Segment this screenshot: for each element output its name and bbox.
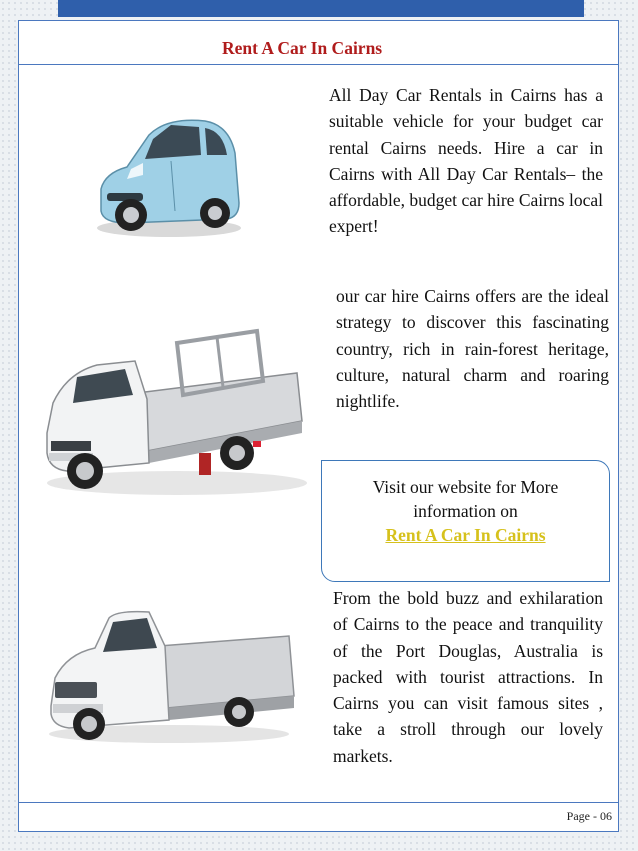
footer-divider — [19, 802, 618, 803]
callout-line-2: information on — [413, 501, 518, 521]
website-callout-box — [321, 460, 610, 582]
pickup-truck-image — [39, 596, 304, 746]
attractions-paragraph: From the bold buzz and exhilaration of Cairns to the peace and tranquility of the Port Douglas, Australia is packed with tourist attractions. In Cairns you can visit famous sites , take a stroll through our lovely markets. — [333, 588, 603, 766]
callout-line-1: Visit our website for More — [372, 477, 559, 497]
hatchback-car-image — [87, 93, 247, 243]
page-header — [19, 21, 618, 65]
page-title: Rent A Car In Cairns — [222, 38, 383, 58]
rent-a-car-link[interactable]: Rent A Car In Cairns — [385, 525, 546, 545]
offers-paragraph: our car hire Cairns offers are the ideal strategy to discover this fascinating country, rich in rain-forest heritage, culture, natural charm and roaring nightlife. — [336, 286, 609, 412]
page-number: Page - 06 — [566, 809, 612, 823]
top-accent-bar — [58, 0, 584, 17]
tray-ute-image — [27, 303, 317, 503]
document-page — [18, 20, 619, 832]
intro-paragraph: All Day Car Rentals in Cairns has a suitable vehicle for your budget car rental Cairns needs. Hire a car in Cairns with All Day Car Rentals– the affordable, budget car hire Cairns local expert! — [329, 85, 603, 237]
